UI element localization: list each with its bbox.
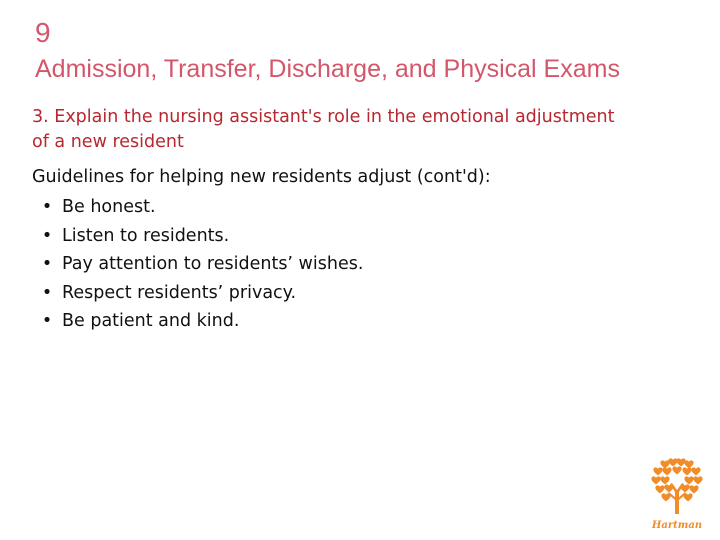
bullet-dot: • [41, 225, 53, 246]
bullet-dot: • [41, 282, 53, 303]
list-item-text: Pay attention to residents’ wishes. [62, 254, 364, 274]
list-item [32, 193, 363, 222]
hartman-logo [642, 456, 712, 534]
list-item [32, 279, 363, 308]
logo-wordmark: Hartman [651, 520, 703, 531]
guidelines-list [32, 193, 363, 336]
learning-objective: 3. Explain the nursing assistant's role in the emotional adjustment of a new resident [32, 107, 615, 152]
bullet-dot: • [41, 311, 53, 331]
list-item [32, 222, 363, 251]
list-item [32, 250, 363, 279]
guidelines-intro: Guidelines for helping new residents adjust (cont'd): [32, 167, 491, 187]
chapter-title: Admission, Transfer, Discharge, and Physical Exams [35, 55, 620, 83]
bullet-dot: • [41, 197, 53, 217]
list-item-text: Listen to residents. [62, 225, 230, 246]
list-item-text: Be honest. [62, 197, 156, 217]
heart-tree-icon [642, 456, 712, 534]
chapter-number: 9 [35, 17, 51, 48]
list-item [32, 307, 363, 336]
list-item-text: Be patient and kind. [62, 311, 240, 331]
list-item-text: Respect residents’ privacy. [62, 282, 297, 303]
bullet-dot: • [41, 254, 53, 274]
